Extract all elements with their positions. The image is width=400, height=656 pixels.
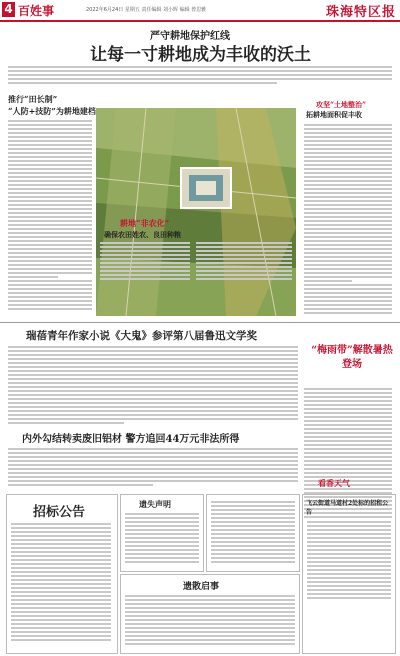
lead-intro [8, 66, 392, 86]
mid-col-title: 耕地“非农化” [120, 218, 170, 228]
left-col-subtitle: “人防+技防”为耕地建档 [8, 106, 96, 116]
story2-headline: 瑞蓓青年作家小说《大鬼》参评第八届鲁迅文学奖 [26, 330, 257, 342]
paper-logo: 珠海特区报 [325, 5, 396, 20]
date-line: 2022年6月24日 星期五 责任编辑 刘小晖 编辑 曾思雅 [86, 7, 207, 13]
lease-title: 飞云街道马道村2处标的招租公告 [306, 500, 389, 516]
lost-title: 遗失声明 [139, 499, 171, 509]
story4-body [8, 448, 298, 488]
story3-headline: “梅雨带”解散暑热登场 [311, 345, 393, 370]
recruit-notice [6, 494, 118, 654]
page-number: 4 [2, 2, 15, 17]
right-col-title: 攻坚“土地整治” [316, 100, 367, 109]
lead-headline: 让每一寸耕地成为丰收的沃土 [90, 45, 311, 65]
lease-notice [302, 494, 396, 654]
lost-notice [120, 494, 204, 572]
weather-title: 看香天气 [318, 478, 350, 488]
wanted-notice [120, 574, 300, 654]
left-col-title: 推行“田长制” [8, 94, 58, 104]
left-col-body [8, 120, 92, 312]
section-title: 百姓事 [18, 4, 55, 18]
section-divider [0, 322, 400, 323]
right-col-body [304, 124, 392, 316]
lead-kicker: 严守耕地保护红线 [150, 31, 230, 42]
masthead [0, 0, 400, 22]
wanted-title: 遗散启事 [183, 582, 220, 592]
mid-col-body-a [100, 242, 190, 282]
lost-body [125, 513, 199, 565]
right-col-subtitle: 拓耕地面积促丰收 [306, 110, 362, 119]
lease-body [307, 521, 391, 601]
mid-col-body-b [196, 242, 292, 282]
missing-body [211, 501, 295, 565]
recruit-body [11, 523, 111, 643]
wanted-body [125, 595, 295, 647]
farmland-aerial-photo [96, 108, 296, 316]
story4-headline: 内外勾结转卖废旧铝材 警方追回44万元非法所得 [22, 434, 240, 445]
mid-col-subtitle: 确保农田姓农、良田种粮 [104, 230, 181, 239]
story2-body [8, 346, 298, 426]
recruit-title: 招标公告 [33, 505, 86, 520]
missing-notice [206, 494, 300, 572]
